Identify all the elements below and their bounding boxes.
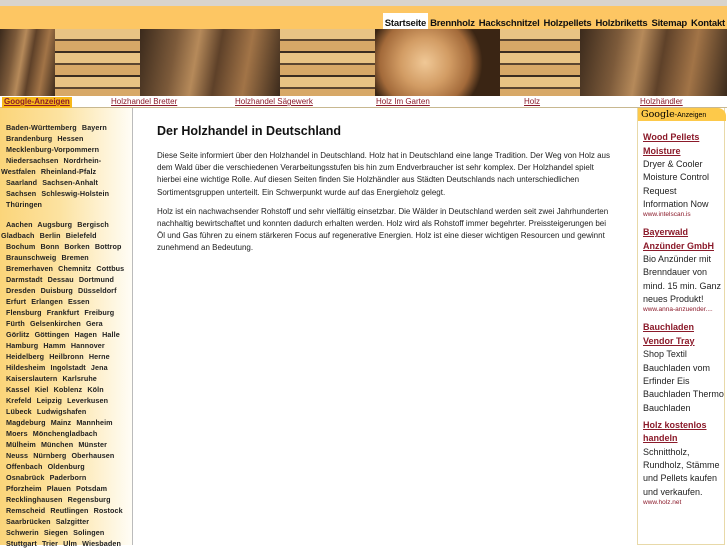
link-line — [6, 133, 132, 144]
city-link[interactable]: Lübeck — [6, 407, 32, 416]
city-link[interactable]: Mannheim — [76, 418, 113, 427]
city-link[interactable]: Cottbus — [96, 264, 125, 273]
city-link[interactable]: Bottrop — [94, 242, 122, 251]
city-link[interactable]: Kaiserslautern — [6, 374, 58, 383]
state-link[interactable]: Nordrhein- — [63, 156, 102, 165]
city-link[interactable]: Jena — [90, 363, 108, 372]
link-line — [6, 199, 132, 210]
city-link[interactable]: Frankfurt — [46, 308, 80, 317]
city-link[interactable]: Münster — [78, 440, 107, 449]
main-content — [157, 124, 612, 262]
city-link[interactable]: Hamm — [43, 341, 66, 350]
city-link[interactable]: Duisburg — [40, 286, 73, 295]
cities-list — [1, 219, 132, 549]
link-line — [6, 483, 132, 494]
ad-body: Schnittholz, Rundholz, Stämme und Pellets kaufen und verkaufen. — [643, 446, 720, 497]
banner-photo — [580, 29, 727, 96]
link-line — [6, 296, 132, 307]
banner-photo — [55, 29, 140, 96]
nav-startseite[interactable]: Startseite — [383, 13, 428, 34]
city-link[interactable]: Göttingen — [34, 330, 70, 339]
city-link[interactable]: Krefeld — [6, 396, 32, 405]
link-line — [6, 494, 132, 505]
city-link[interactable]: Solingen — [73, 528, 105, 537]
city-link[interactable]: Hildesheim — [6, 363, 46, 372]
link-line — [6, 406, 132, 417]
city-link[interactable]: Bremerhaven — [6, 264, 54, 273]
city-link[interactable]: Bremen — [61, 253, 89, 262]
link-line — [6, 274, 132, 285]
state-link[interactable]: Niedersachsen — [6, 156, 59, 165]
state-link[interactable]: Westfalen — [1, 167, 36, 176]
city-link[interactable]: Berlin — [39, 231, 61, 240]
ad-title[interactable]: Bayerwald Anzünder GmbH — [643, 227, 714, 251]
city-link[interactable]: Dortmund — [78, 275, 114, 284]
state-link[interactable]: Sachsen-Anhalt — [42, 178, 98, 187]
intro-paragraph: Diese Seite informiert über den Holzhandel in Deutschland. Holz hat in Deutschland eine lange Tradition. Der Weg von Holz aus dem Wald über die verschiedenen Verarbeitungsstufen bis hin zum Endverbraucher ist sehr komplex. Der Holzhandel spielt hierbei eine wichtige Rolle. Auf diesen Seiten finden Sie Holzhändler aus Städten Deutschlands nach unterschiedlichen Sortimentsgruppen unterteilt. Ein Schwerpunkt wurde auf das Energieholz gelegt. — [157, 151, 610, 197]
ad-item — [643, 131, 724, 218]
city-link[interactable]: Mülheim — [6, 440, 36, 449]
city-link[interactable]: Borken — [64, 242, 90, 251]
city-link[interactable]: Nürnberg — [33, 451, 67, 460]
link-line — [6, 472, 132, 483]
city-link[interactable]: Heilbronn — [49, 352, 84, 361]
banner-photo — [500, 29, 580, 96]
ad-title[interactable]: Wood Pellets Moisture — [643, 132, 700, 156]
city-link[interactable]: Freiburg — [84, 308, 115, 317]
city-link[interactable]: Herne — [88, 352, 110, 361]
google-ads-label[interactable]: Google-Anzeigen — [4, 97, 70, 106]
link-line — [6, 155, 132, 166]
nav-hackschnitzel[interactable]: Hackschnitzel — [478, 18, 540, 29]
city-link[interactable]: Wiesbaden — [82, 539, 121, 548]
city-link[interactable]: Hamburg — [6, 341, 39, 350]
link-line — [6, 461, 132, 472]
link-line — [6, 122, 132, 133]
city-link[interactable]: Remscheid — [6, 506, 46, 515]
city-link[interactable]: Gladbach — [1, 231, 35, 240]
city-link[interactable]: Magdeburg — [6, 418, 46, 427]
nav-holzbriketts[interactable]: Holzbriketts — [595, 18, 648, 29]
city-link[interactable]: Offenbach — [6, 462, 43, 471]
city-link[interactable]: Trier — [41, 539, 59, 548]
google-logo: Google — [641, 109, 675, 120]
city-link[interactable]: Saarbrücken — [6, 517, 51, 526]
google-ads-badge[interactable] — [638, 108, 726, 121]
city-link[interactable]: Essen — [67, 297, 90, 306]
ad-link[interactable]: Holzhandel Bretter — [111, 97, 178, 106]
nav-brennholz[interactable]: Brennholz — [430, 18, 475, 29]
city-link[interactable]: Fürth — [6, 319, 25, 328]
ad-link[interactable]: Holz Im Garten — [376, 97, 430, 106]
region-sidebar — [0, 108, 133, 548]
city-link[interactable]: Pforzheim — [6, 484, 42, 493]
city-link[interactable]: Schwerin — [6, 528, 39, 537]
city-link[interactable]: Potsdam — [76, 484, 108, 493]
state-link[interactable]: Mecklenburg-Vorpommern — [6, 145, 100, 154]
link-line — [6, 417, 132, 428]
nav-kontakt[interactable]: Kontakt — [691, 18, 725, 29]
page-title: Der Holzhandel in Deutschland — [157, 124, 342, 138]
city-link[interactable]: Kiel — [34, 385, 49, 394]
city-link[interactable]: Reutlingen — [50, 506, 89, 515]
city-link[interactable]: Darmstadt — [6, 275, 43, 284]
city-link[interactable]: Rostock — [93, 506, 123, 515]
ad-body: Bio Anzünder mit Brenndauer von mind. 15 min. Ganz neues Produkt! — [643, 254, 722, 305]
header-banner-image — [0, 29, 727, 96]
link-line — [6, 219, 132, 230]
link-line — [6, 384, 132, 395]
banner-photo — [0, 29, 55, 96]
city-link[interactable]: Görlitz — [6, 330, 30, 339]
link-line — [1, 166, 132, 177]
state-link[interactable]: Rheinland-Pfalz — [40, 167, 97, 176]
ad-body: Shop Textil Bauchladen vom Erfinder Eis Bauchladen Thermo Bauchladen — [643, 349, 724, 413]
link-line — [6, 439, 132, 450]
state-link[interactable]: Saarland — [6, 178, 38, 187]
city-link[interactable]: Hannover — [70, 341, 105, 350]
ad-title[interactable]: Bauchladen Vendor Tray — [643, 322, 695, 346]
state-link[interactable]: Brandenburg — [6, 134, 53, 143]
city-link[interactable]: Augsburg — [37, 220, 73, 229]
state-link[interactable]: Hessen — [57, 134, 84, 143]
nav-sitemap[interactable]: Sitemap — [651, 18, 688, 29]
city-link[interactable]: Neuss — [6, 451, 29, 460]
header-bar — [0, 0, 727, 29]
link-line — [6, 516, 132, 527]
city-link[interactable]: Ingolstadt — [50, 363, 86, 372]
city-link[interactable]: Gera — [85, 319, 103, 328]
city-link[interactable]: Dresden — [6, 286, 36, 295]
city-link[interactable]: Bielefeld — [65, 231, 97, 240]
city-link[interactable]: Erlangen — [31, 297, 63, 306]
link-line — [6, 351, 132, 362]
city-link[interactable]: Ludwigshafen — [36, 407, 87, 416]
city-link[interactable]: Flensburg — [6, 308, 42, 317]
link-line — [6, 340, 132, 351]
ad-item — [643, 419, 724, 506]
city-link[interactable]: Kassel — [6, 385, 30, 394]
link-line — [6, 144, 132, 155]
city-link[interactable]: Bonn — [40, 242, 60, 251]
link-line — [6, 538, 132, 549]
link-line — [6, 428, 132, 439]
city-link[interactable]: Oberhausen — [71, 451, 115, 460]
state-link[interactable]: Sachsen — [6, 189, 37, 198]
link-line — [6, 373, 132, 384]
nav-holzpellets[interactable]: Holzpellets — [543, 18, 592, 29]
city-link[interactable]: Dessau — [47, 275, 74, 284]
city-link[interactable]: Mainz — [50, 418, 72, 427]
ads-badge-label: -Anzeigen — [674, 112, 707, 119]
city-link[interactable]: Siegen — [43, 528, 69, 537]
city-link[interactable]: Bochum — [6, 242, 36, 251]
link-line — [6, 241, 132, 252]
ad-links-row — [0, 96, 727, 108]
body-paragraph: Holz ist ein nachwachsender Rohstoff und sehr vielfältig einsetzbar. Die Wälder in Deutschland werden seit zwei Jahrhunderten nachhaltig bewirtschaftet und konnten dadurch erhalten werden. Holz wird als Rohstoff immer begehrter. Preissteigerungen bei Öl und Gas führen zu einem stärkeren Focus auf regenerative Energien. Holz ist eine dieser wichtigen Resourcen und gewinnt zunehmend an Bedeutung. — [157, 206, 609, 253]
city-link[interactable]: Plauen — [46, 484, 71, 493]
city-link[interactable]: Regensburg — [67, 495, 111, 504]
city-link[interactable]: Erfurt — [6, 297, 27, 306]
city-link[interactable]: Braunschweig — [6, 253, 57, 262]
states-list — [1, 122, 132, 210]
ad-item — [643, 226, 724, 313]
link-line — [6, 188, 132, 199]
ad-item — [643, 321, 724, 418]
ad-url[interactable]: www.intelscan.is — [643, 211, 691, 219]
city-link[interactable]: Leverkusen — [67, 396, 109, 405]
city-link[interactable]: Recklinghausen — [6, 495, 63, 504]
city-link[interactable]: Osnabrück — [6, 473, 45, 482]
banner-photo — [375, 29, 500, 96]
city-link[interactable]: Leipzig — [36, 396, 63, 405]
link-line — [6, 505, 132, 516]
ad-link[interactable]: Holz — [524, 97, 541, 106]
link-line — [6, 263, 132, 274]
link-line — [6, 252, 132, 263]
state-link[interactable]: Schleswig-Holstein — [41, 189, 110, 198]
city-link[interactable]: Halle — [102, 330, 120, 339]
ad-url[interactable]: www.holz.net — [643, 499, 682, 507]
city-link[interactable]: Karlsruhe — [62, 374, 97, 383]
state-link[interactable]: Bayern — [81, 123, 107, 132]
banner-photo — [280, 29, 375, 96]
link-line — [6, 318, 132, 329]
ad-title[interactable]: Holz kostenlos handeln — [643, 419, 707, 444]
city-link[interactable]: Chemnitz — [58, 264, 92, 273]
city-link[interactable]: Oldenburg — [47, 462, 85, 471]
city-link[interactable]: Koblenz — [53, 385, 83, 394]
city-link[interactable]: Bergisch — [77, 220, 109, 229]
banner-photo — [140, 29, 280, 96]
link-line — [6, 362, 132, 373]
city-link[interactable]: Heidelberg — [6, 352, 45, 361]
city-link[interactable]: Aachen — [6, 220, 33, 229]
city-link[interactable]: Köln — [87, 385, 104, 394]
city-link[interactable]: Salzgitter — [55, 517, 90, 526]
link-line — [6, 395, 132, 406]
link-line — [6, 307, 132, 318]
city-link[interactable]: Paderborn — [49, 473, 87, 482]
link-line — [6, 450, 132, 461]
state-link[interactable]: Baden-Württemberg — [6, 123, 77, 132]
city-link[interactable]: München — [40, 440, 74, 449]
link-line — [1, 230, 132, 241]
city-link[interactable]: Moers — [6, 429, 28, 438]
city-link[interactable]: Mönchengladbach — [32, 429, 98, 438]
ad-body: Dryer & Cooler Moisture Control Request Information Now — [643, 159, 710, 209]
city-link[interactable]: Düsseldorf — [78, 286, 117, 295]
link-line — [6, 285, 132, 296]
ad-link[interactable]: Holzhändler — [640, 97, 683, 106]
state-link[interactable]: Thüringen — [6, 200, 43, 209]
ad-link[interactable]: Holzhandel Sägewerk — [235, 97, 313, 106]
link-line — [6, 177, 132, 188]
link-line — [6, 329, 132, 340]
ads-sidebar — [637, 108, 725, 545]
city-link[interactable]: Hagen — [74, 330, 97, 339]
link-line — [6, 527, 132, 538]
city-link[interactable]: Stuttgart — [6, 539, 37, 548]
city-link[interactable]: Ulm — [63, 539, 78, 548]
city-link[interactable]: Gelsenkirchen — [29, 319, 81, 328]
ad-url[interactable]: www.anna-anzuender.... — [643, 306, 713, 314]
